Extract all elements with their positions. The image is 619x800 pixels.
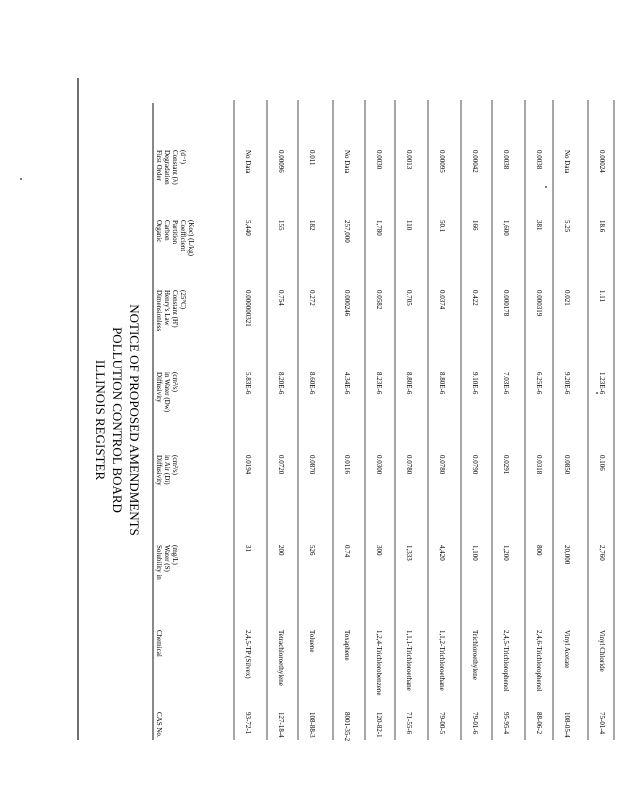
column-header-line: in Air (Di) (163, 455, 171, 485)
cell-cas-number: 95-95-4 (502, 712, 510, 735)
table-cell: 1,600 (502, 220, 510, 236)
table-cell: 5.83E-6 (244, 372, 252, 395)
table-cell: No Data (343, 150, 351, 174)
column-header-line: Solubility in (155, 545, 163, 580)
cell-chemical-name: 1,1,1-Trichloroethane (405, 630, 413, 691)
table-cell: 0.422 (471, 290, 479, 306)
cell-chemical-name: Toxaphene (343, 630, 351, 661)
table-cell: 0.0780 (438, 455, 446, 475)
table-cell: 0.021 (563, 290, 571, 306)
column-header-line: (25°C) (179, 290, 187, 310)
column-header-line: Constant (H') (171, 290, 179, 328)
table-cell: 0.0870 (308, 455, 316, 475)
header-register: ILLINOIS REGISTER (93, 359, 108, 481)
table-cell: 5.25 (563, 220, 571, 233)
column-header-line: (Koc) (L/kg) (187, 220, 195, 256)
table-cell: 182 (308, 220, 316, 231)
table-cell: 20,000 (563, 545, 571, 565)
column-header-line: in Water (Dw) (163, 372, 171, 413)
cell-chemical-name: Vinyl Chloride (598, 630, 606, 672)
table-cell: 0.0790 (471, 455, 479, 475)
cell-chemical-name: 2,4,5-TP (Silvex) (244, 630, 252, 679)
table-cell: 6.25E-6 (535, 372, 543, 395)
table-cell: 1.11 (598, 290, 606, 302)
cell-chemical-name: Tetrachloroethylene (277, 630, 285, 686)
table-cell: 8.60E-6 (308, 372, 316, 395)
table-cell: 0.0720 (277, 455, 285, 475)
cell-cas-number: 93-72-1 (244, 712, 252, 735)
table-cell: 0.272 (308, 290, 316, 306)
table-cell: 4.34E-6 (343, 372, 351, 395)
table-cell: 0.00042 (471, 150, 479, 173)
table-cell: 0.0194 (244, 455, 252, 475)
column-header-line: Chemical (155, 630, 163, 657)
table-cell: 0.0116 (343, 455, 351, 474)
column-header-line: Dimensionless (155, 290, 163, 332)
column-header-line: First Order (155, 150, 163, 181)
column-header-line: Degradation (163, 150, 171, 185)
cell-cas-number: 79-00-5 (438, 712, 446, 735)
table-cell: No Data (563, 150, 571, 174)
table-cell: 1.23E-6 (598, 372, 606, 395)
scan-speck (20, 178, 22, 180)
cell-cas-number: 127-18-4 (277, 712, 285, 738)
column-header-line: (cm²/s) (171, 372, 179, 392)
table-cell: 0.00095 (438, 150, 446, 173)
cell-chemical-name: 1,1,2-Trichloroethane (438, 630, 446, 691)
table-cell: 0.705 (405, 290, 413, 306)
cell-cas-number: 88-06-2 (535, 712, 543, 735)
table-cell: 0.754 (277, 290, 285, 306)
table-cell: 257,000 (343, 220, 351, 243)
table-cell: 0.000178 (502, 290, 510, 317)
table-cell: 18.6 (598, 220, 606, 233)
cell-cas-number: 79-01-6 (471, 712, 479, 735)
column-header-line: Partition (171, 220, 179, 245)
table-cell: 1,333 (405, 545, 413, 561)
table-cell: 0.0038 (502, 150, 510, 170)
table-cell: 0.106 (598, 455, 606, 471)
column-header-line: Diffusivity (155, 455, 163, 486)
column-header-line: Organic (155, 220, 163, 243)
column-header-line: Constant (λ) (171, 150, 179, 185)
table-cell: 2,760 (598, 545, 606, 561)
table-cell: 0.011 (308, 150, 316, 166)
table-cell: 0.0291 (502, 455, 510, 475)
table-cell: 0.000246 (343, 290, 351, 317)
table-cell: 0.00024 (598, 150, 606, 173)
column-header-line: (d⁻¹) (179, 150, 187, 164)
column-header-line: Henry's Law (163, 290, 171, 326)
table-cell: 0.00096 (277, 150, 285, 173)
cell-cas-number: 108-05-4 (563, 712, 571, 738)
header-board: POLLUTION CONTROL BOARD (110, 327, 125, 513)
table-cell: 0.0318 (535, 455, 543, 475)
table-cell: 0.0780 (405, 455, 413, 475)
document-header (93, 304, 142, 536)
column-header-line: Carbon (163, 220, 171, 241)
table-cell: 381 (535, 220, 543, 231)
table-cell: 0.000319 (535, 290, 543, 317)
table-cell: 0.0030 (375, 150, 383, 170)
column-header-line: (mg/L) (171, 545, 179, 565)
table-cell: 9.20E-6 (563, 372, 571, 395)
cell-chemical-name: 2,4,5-Trichlorophenol (502, 630, 510, 692)
scan-speck (596, 392, 598, 394)
table-cell: 0.0582 (375, 290, 383, 310)
cell-chemical-name: Toluene (308, 630, 316, 653)
table-cell: 800 (535, 545, 543, 556)
cell-chemical-name: 2,4,6-Trichlorophenol (535, 630, 543, 692)
table-cell: 300 (375, 545, 383, 556)
table-cell: 4,420 (438, 545, 446, 561)
table-cell: 9.10E-6 (471, 372, 479, 395)
table-cell: 110 (405, 220, 413, 231)
cell-chemical-name: Vinyl Acetate (563, 630, 571, 669)
table-cell: 0.0038 (535, 150, 543, 170)
table-cell: 5,440 (244, 220, 252, 236)
table-cell: 8.80E-6 (405, 372, 413, 395)
column-header-line: Water (S) (163, 545, 171, 572)
column-header-line: (cm²/s) (171, 455, 179, 475)
cell-chemical-name: 1,2,4-Trichlorobenzene (375, 630, 383, 696)
table-cell: 0.0013 (405, 150, 413, 170)
cell-cas-number: 75-01-4 (598, 712, 606, 735)
table-cell: 0.0300 (375, 455, 383, 475)
table-cell: 7.03E-6 (502, 372, 510, 395)
table-cell: No Data (244, 150, 252, 174)
cell-chemical-name: Trichloroethylene (471, 630, 479, 680)
table-cell: 526 (308, 545, 316, 556)
cell-cas-number: 71-55-6 (405, 712, 413, 735)
table-cell: 1,780 (375, 220, 383, 236)
table-cell: 1,200 (502, 545, 510, 561)
column-header-line: CAS No. (155, 712, 163, 738)
table-cell: 50.1 (438, 220, 446, 233)
column-header-line: Coefficient (179, 220, 187, 252)
header-notice: NOTICE OF PROPOSED AMENDMENTS (127, 304, 142, 536)
cell-cas-number: 108-88-3 (308, 712, 316, 738)
table-cell: 0.74 (343, 545, 351, 558)
table-cell: 0.0850 (563, 455, 571, 475)
table-cell: 8.23E-6 (375, 372, 383, 395)
table-cell: 0.0374 (438, 290, 446, 310)
table-cell: 166 (471, 220, 479, 231)
table-cell: 31 (244, 545, 252, 552)
table-cell: 0.000000321 (244, 290, 252, 327)
scan-speck (545, 186, 547, 188)
column-header-line: Diffusivity (155, 372, 163, 403)
table-cell: 200 (277, 545, 285, 556)
table-cell: 8.20E-6 (277, 372, 285, 395)
table-cell: 8.80E-6 (438, 372, 446, 395)
cell-cas-number: 8001-35-2 (343, 712, 351, 742)
table-cell: 1,100 (471, 545, 479, 561)
table-cell: 155 (277, 220, 285, 231)
cell-cas-number: 120-82-1 (375, 712, 383, 738)
